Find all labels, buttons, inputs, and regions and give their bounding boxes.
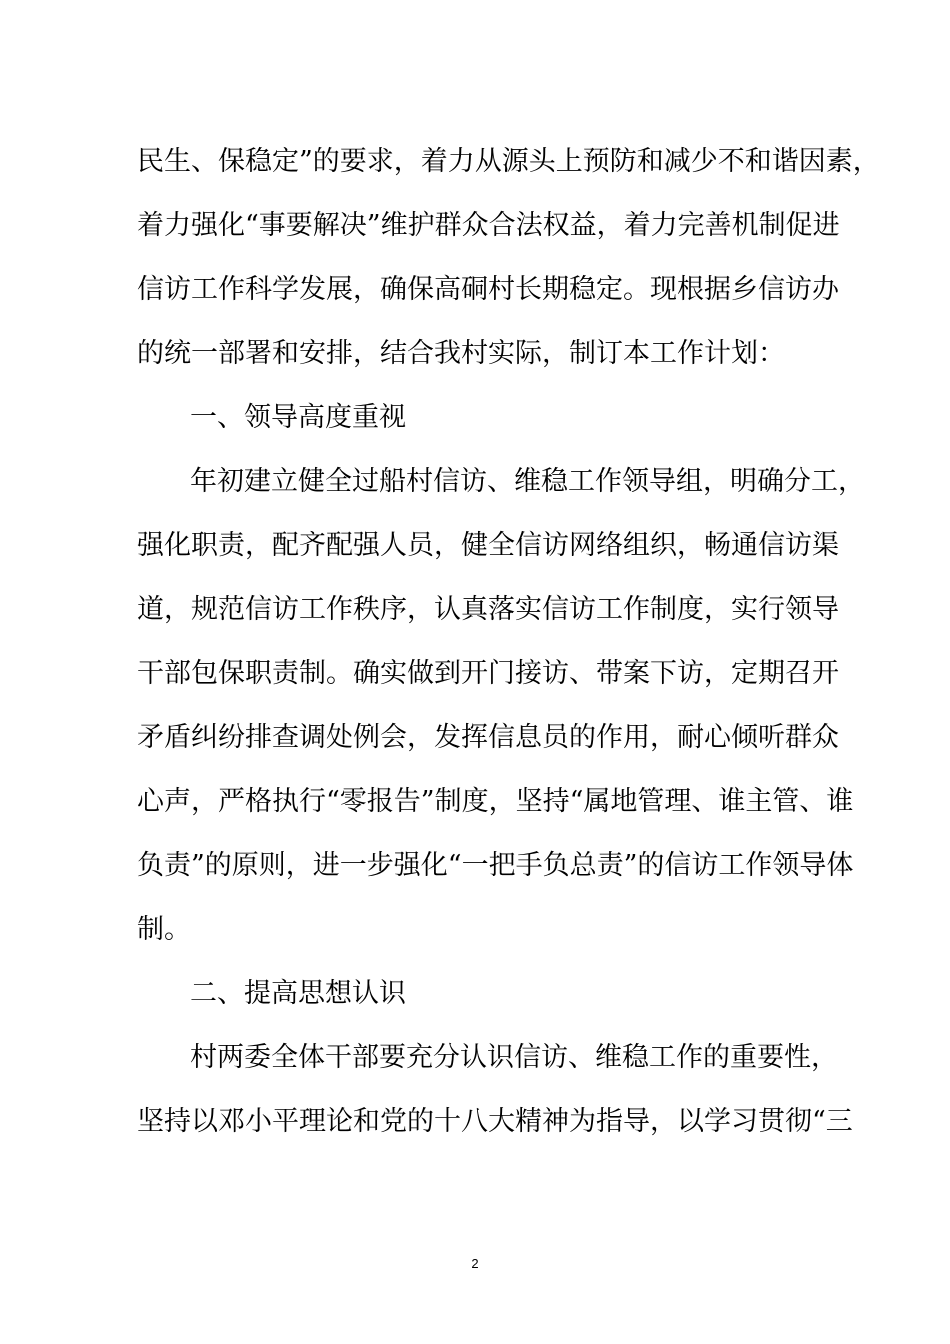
text-line: 制。 (137, 914, 191, 945)
text-line: 的统一部署和安排，结合我村实际，制订本工作计划： (137, 338, 785, 369)
section-heading: 二、提高思想认识 (190, 978, 406, 1009)
section-heading: 一、领导高度重视 (190, 402, 406, 433)
page-number: 2 (471, 1256, 479, 1271)
text-line: 村两委全体干部要充分认识信访、维稳工作的重要性， (190, 1042, 838, 1073)
text-line: 心声，严格执行“零报告”制度，坚持“属地管理、谁主管、谁 (137, 786, 854, 817)
text-line: 负责”的原则，进一步强化“一把手负总责”的信访工作领导体 (137, 850, 854, 881)
text-line: 坚持以邓小平理论和党的十八大精神为指导，以学习贯彻“三 (137, 1106, 853, 1137)
text-line: 道，规范信访工作秩序，认真落实信访工作制度，实行领导 (137, 594, 839, 625)
text-line: 强化职责，配齐配强人员，健全信访网络组织，畅通信访渠 (137, 530, 839, 561)
text-line: 干部包保职责制。确实做到开门接访、带案下访，定期召开 (137, 658, 839, 689)
text-line: 矛盾纠纷排查调处例会，发挥信息员的作用，耐心倾听群众 (137, 722, 839, 753)
text-line: 信访工作科学发展，确保高硐村长期稳定。现根据乡信访办 (137, 274, 839, 305)
text-line: 年初建立健全过船村信访、维稳工作领导组，明确分工， (190, 466, 865, 497)
text-line: 民生、保稳定”的要求，着力从源头上预防和减少不和谐因素， (137, 146, 880, 177)
text-line: 着力强化“事要解决”维护群众合法权益，着力完善机制促进 (137, 210, 840, 241)
